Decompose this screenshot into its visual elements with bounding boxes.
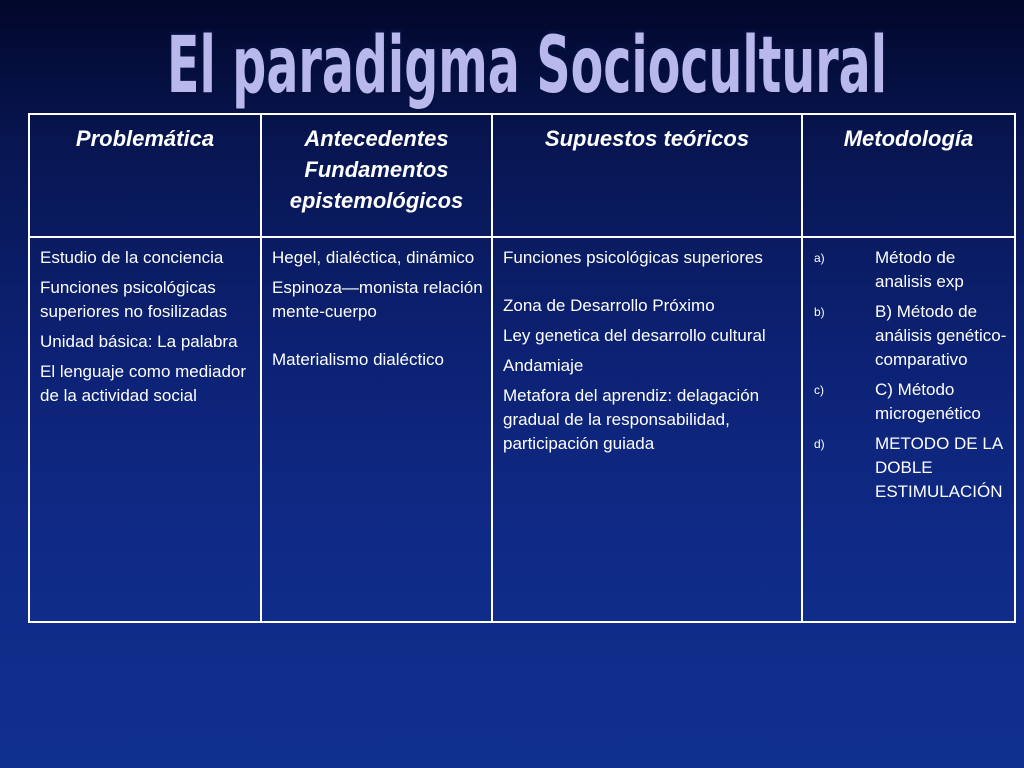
header-problematica: Problemática — [29, 114, 261, 237]
supuestos-item: Andamiaje — [503, 356, 584, 375]
slide-title-text: El paradigma Sociocultural — [167, 26, 887, 111]
metodologia-text: B) Método de análisis genético-comparativo — [875, 302, 1007, 369]
antecedentes-item: Materialismo dialéctico — [272, 350, 444, 369]
problematica-item: Unidad básica: La palabra — [40, 332, 238, 351]
metodologia-item — [813, 246, 1008, 294]
problematica-item: El lenguaje como mediador de la actividad social — [40, 362, 247, 405]
table-body-row — [29, 237, 1015, 622]
antecedentes-item: Espinoza—monista relación mente-cuerpo — [272, 278, 483, 321]
supuestos-item: Ley genetica del desarrollo cultural — [503, 326, 766, 345]
antecedentes-item: Hegel, dialéctica, dinámico — [272, 248, 475, 267]
paradigm-table — [28, 113, 1016, 623]
supuestos-item: Zona de Desarrollo Próximo — [503, 296, 715, 315]
cell-problematica — [29, 237, 261, 622]
list-marker: a) — [814, 251, 825, 265]
cell-antecedentes — [261, 237, 492, 622]
header-antecedentes: Antecedentes Fundamentos epistemológicos — [261, 114, 492, 237]
metodologia-list — [813, 246, 1008, 504]
cell-metodologia — [802, 237, 1015, 622]
problematica-item: Estudio de la conciencia — [40, 248, 224, 267]
header-metodologia: Metodología — [802, 114, 1015, 237]
supuestos-item: Funciones psicológicas superiores — [503, 248, 763, 267]
list-marker: c) — [814, 383, 824, 397]
metodologia-item — [813, 300, 1008, 372]
metodologia-text: Método de analisis exp — [875, 248, 964, 291]
cell-supuestos — [492, 237, 802, 622]
metodologia-item — [813, 378, 1008, 426]
header-supuestos: Supuestos teóricos — [492, 114, 802, 237]
slide-title — [0, 26, 1024, 116]
problematica-item: Funciones psicológicas superiores no fosilizadas — [40, 278, 228, 321]
list-marker: d) — [814, 437, 825, 451]
metodologia-text: METODO DE LA DOBLE ESTIMULACIÓN — [875, 434, 1003, 501]
supuestos-item: Metafora del aprendiz: delagación gradual de la responsabilidad, participación guiada — [503, 386, 760, 453]
metodologia-text: C) Método microgenético — [875, 380, 981, 423]
list-marker: b) — [814, 305, 825, 319]
table-header-row — [29, 114, 1015, 237]
metodologia-item — [813, 432, 1008, 504]
